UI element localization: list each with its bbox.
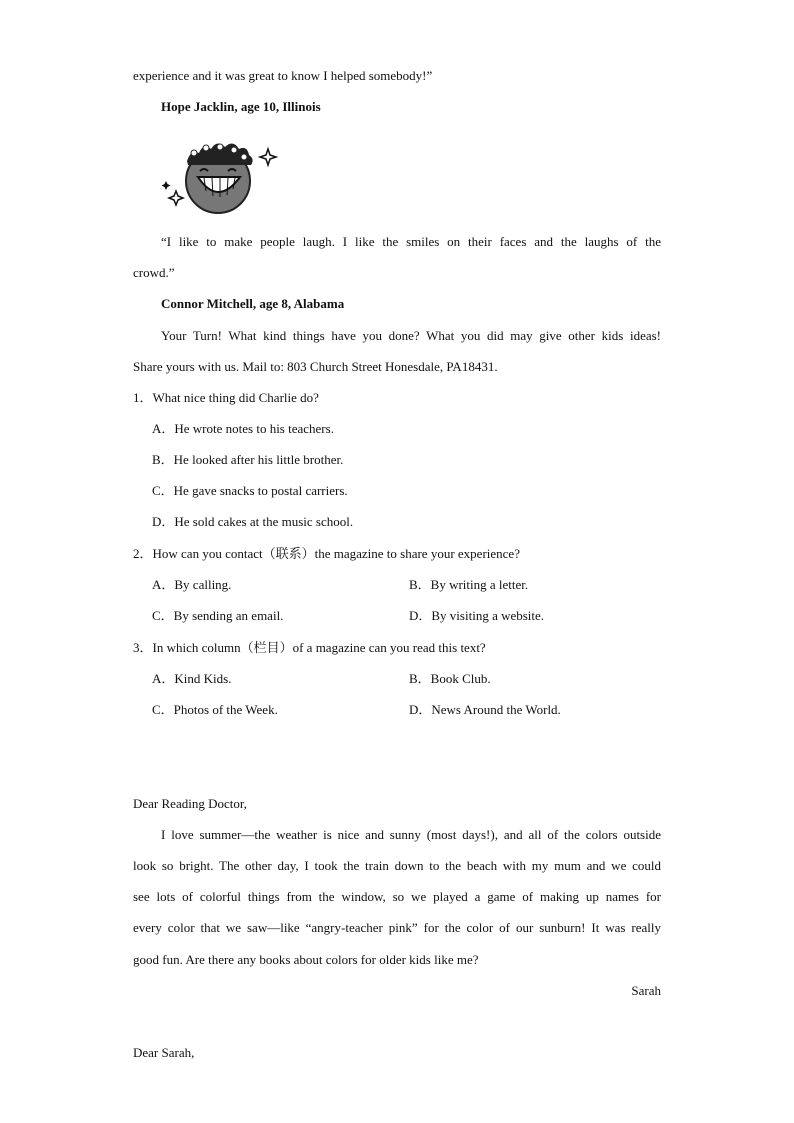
smiling-kid-illustration [160,133,282,219]
q1-option-b[interactable]: B．He looked after his little brother. [152,452,344,467]
q1-option-d[interactable]: D．He sold cakes at the music school. [152,514,354,529]
q2-option-a[interactable]: A．By calling. [152,577,232,592]
doctor-letter-line5: good fun. Are there any books about colors for older kids like me? [133,952,479,967]
question-3-stem: 3．In which column（栏目）of a magazine can you read this text? [133,640,486,655]
doctor-letter-line4: every color that we saw—like “angry-teacher pink” for the color of our sunburn! It was really [133,920,661,935]
your-turn-line2: Share yours with us. Mail to: 803 Church Street Honesdale, PA18431. [133,359,498,374]
q3-option-d[interactable]: D．News Around the World. [409,702,561,717]
question-2-stem: 2．How can you contact（联系）the magazine to share your experience? [133,546,520,561]
letter2-author: Connor Mitchell, age 8, Alabama [161,296,345,311]
q2-option-b[interactable]: B．By writing a letter. [409,577,529,592]
q3-option-c[interactable]: C．Photos of the Week. [152,702,278,717]
doctor-letter-line2: look so bright. The other day, I took the train down to the beach with my mum and we could [133,858,661,873]
q1-option-c[interactable]: C．He gave snacks to postal carriers. [152,483,348,498]
letter2-quote-line2: crowd.” [133,265,175,280]
doctor-letter-greeting: Dear Reading Doctor, [133,796,247,811]
letter1-author: Hope Jacklin, age 10, Illinois [161,99,321,114]
doctor-letter-signature: Sarah [631,983,661,998]
doctor-letter-line3: see lots of colorful things from the window, so we played a game of making up names for [133,889,661,904]
q3-option-b[interactable]: B．Book Club. [409,671,491,686]
reply-greeting: Dear Sarah, [133,1045,195,1060]
your-turn-line1: Your Turn! What kind things have you done? What you did may give other kids ideas! [161,328,661,343]
q3-option-a[interactable]: A．Kind Kids. [152,671,232,686]
q2-option-c[interactable]: C．By sending an email. [152,608,284,623]
q1-option-a[interactable]: A．He wrote notes to his teachers. [152,421,334,436]
doctor-letter-line1: I love summer—the weather is nice and sunny (most days!), and all of the colors outside [161,827,661,842]
q2-option-d[interactable]: D．By visiting a website. [409,608,545,623]
letter2-quote-line1: “I like to make people laugh. I like the smiles on their faces and the laughs of the [161,234,661,249]
question-1-stem: 1．What nice thing did Charlie do? [133,390,319,405]
letter1-tail: experience and it was great to know I helped somebody!” [133,68,433,83]
